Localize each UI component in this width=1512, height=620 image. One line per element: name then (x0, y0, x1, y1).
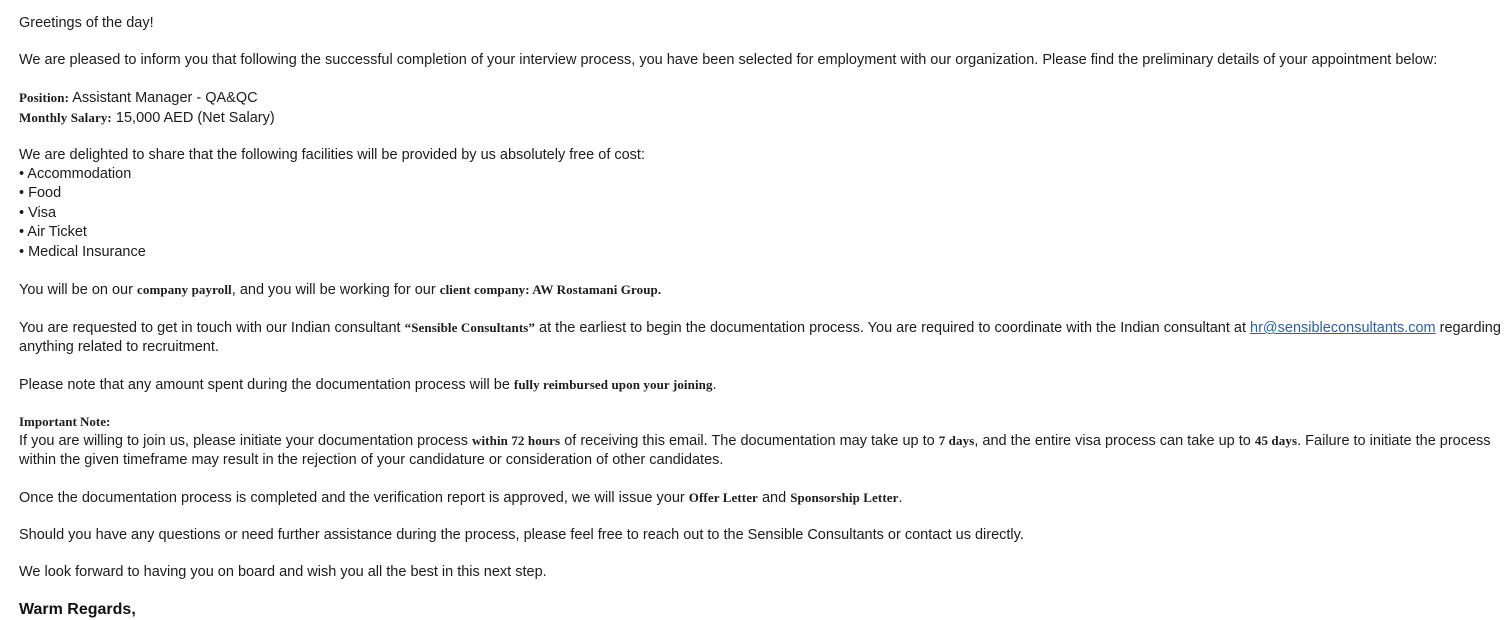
reimbursement-text-1: Please note that any amount spent during the documentation process will be (19, 377, 514, 394)
regards-line: Warm Regards, (19, 601, 136, 619)
consultant-text-3: regarding anything related to recruitment. (19, 320, 1501, 356)
position-value: Assistant Manager - QA&QC (72, 90, 258, 106)
payroll-text-1: You will be on our (19, 282, 137, 299)
salary-value: 15,000 AED (Net Salary) (115, 110, 275, 126)
spacer (19, 262, 1504, 280)
facilities-list (19, 165, 1504, 262)
note-text-3: , and the entire visa process can take up to (974, 433, 1255, 450)
salary-label: Monthly Salary: (19, 110, 112, 125)
appointment-details (19, 88, 1504, 128)
email-content (0, 14, 1512, 620)
offer-paragraph (19, 488, 1504, 508)
payroll-text-2: , and you will be working for our (231, 282, 440, 299)
list-item: • Visa (19, 204, 57, 221)
list-item: • Air Ticket (19, 224, 87, 241)
facilities-intro: We are delighted to share that the following facilities will be provided by us absolutely free of cost: (19, 147, 645, 163)
offer-text-2: and (757, 490, 791, 507)
reimbursement-text-2: . (712, 377, 717, 394)
greeting-paragraph: Greetings of the day! (19, 15, 154, 31)
payroll-bold-2: client company: AW Rostamani Group. (439, 282, 662, 298)
note-text-2: of receiving this email. The documentation may take up to (560, 433, 939, 450)
list-item: • Food (19, 185, 62, 202)
list-item: • Medical Insurance (19, 243, 146, 260)
reimbursement-paragraph (19, 375, 1504, 395)
offer-text-3: . (898, 490, 903, 507)
closing-paragraph: We look forward to having you on board and wish you all the best in this next step. (19, 564, 547, 581)
note-text-4: . Failure to initiate the process within the given timeframe may result in the rejection of your candidature or consideration of other candidates. (19, 433, 1491, 469)
intro-paragraph: We are pleased to inform you that following the successful completion of your interview process, you have been selected for employment with our organization. Please find the preliminary details of your appointment below: (19, 52, 1438, 68)
consultant-text-1: You are requested to get in touch with our Indian consultant (19, 320, 405, 337)
payroll-paragraph (19, 280, 1504, 300)
consultant-bold-1: “Sensible Consultants” (404, 320, 536, 336)
list-item: • Accommodation (19, 166, 132, 182)
consultant-text-2: at the earliest to begin the documentation process. You are required to coordinate with the Indian consultant at (535, 320, 1251, 337)
spacer (19, 128, 1504, 146)
note-bold-2: 7 days (938, 433, 975, 449)
offer-bold-2: Sponsorship Letter (790, 490, 899, 506)
consultant-paragraph (19, 318, 1504, 357)
offer-bold-1: Offer Letter (688, 490, 758, 506)
position-label: Position: (19, 90, 70, 105)
spacer (19, 470, 1504, 488)
important-note-block (19, 413, 1504, 470)
note-bold-3: 45 days (1254, 433, 1298, 449)
assistance-paragraph: Should you have any questions or need further assistance during the process, please feel free to reach out to the Sensible Consultants or contact us directly. (19, 527, 1024, 544)
position-line (19, 88, 1504, 108)
consultant-email-link[interactable]: hr@sensibleconsultants.com (1250, 320, 1436, 337)
payroll-bold-1: company payroll (136, 282, 232, 298)
note-text-1: If you are willing to join us, please initiate your documentation process (19, 433, 472, 450)
offer-text-1: Once the documentation process is completed and the verification report is approved, we will issue your (19, 490, 689, 507)
important-note-paragraph (19, 431, 1504, 470)
salary-line (19, 108, 1504, 128)
reimbursement-bold-1: fully reimbursed upon your joining (513, 377, 713, 393)
note-bold-1: within 72 hours (471, 433, 561, 449)
important-note-heading: Important Note: (19, 414, 111, 430)
